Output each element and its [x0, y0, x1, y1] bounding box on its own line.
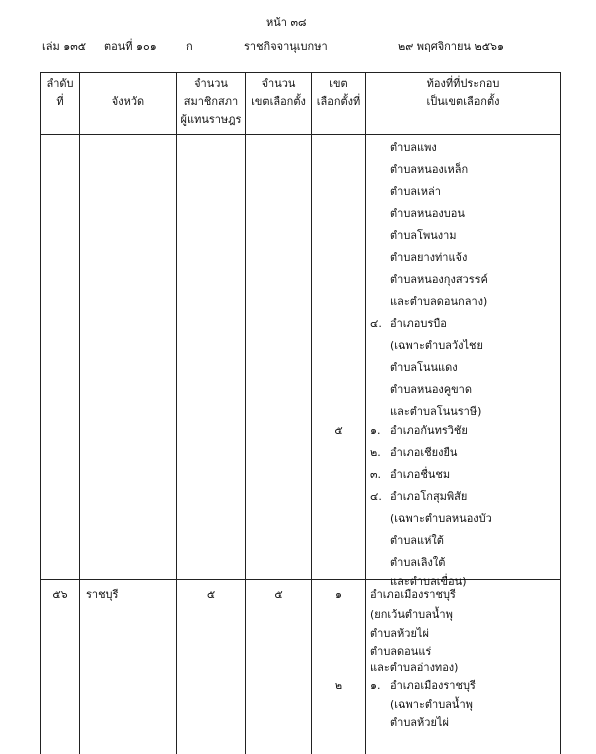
district-count: ๕: [274, 588, 283, 601]
area-line: และตำบลโนนราษี): [390, 405, 482, 418]
col-border: [560, 72, 561, 754]
header-text: จำนวน: [194, 77, 228, 90]
col-border: [365, 72, 366, 754]
header-text: จังหวัด: [111, 95, 145, 108]
col-border: [311, 72, 312, 754]
header-text: ลำดับ: [46, 77, 74, 90]
area-line: ตำบลแพง: [390, 141, 437, 154]
header-bottom-border: [40, 134, 561, 135]
area-number: ๑.: [370, 679, 381, 692]
area-line: ตำบลยางท่าแจ้ง: [390, 251, 468, 264]
section: ก: [186, 40, 193, 53]
row-divider: [40, 579, 561, 580]
volume: เล่ม ๑๓๕: [42, 40, 87, 53]
header-text: สมาชิกสภา: [183, 95, 239, 108]
col-border: [79, 72, 80, 754]
area-line: และตำบลดอนกลาง): [390, 295, 488, 308]
district-number: ๕: [334, 424, 343, 437]
area-line: ตำบลหนองบอน: [390, 207, 465, 220]
area-line: ตำบลหนองคูขาด: [390, 383, 472, 396]
area-line: ตำบลดอนแร่: [370, 645, 432, 658]
area-line: ตำบลโนนแดง: [390, 361, 458, 374]
area-line: และตำบลอ่างทอง): [370, 661, 459, 674]
area-line: และตำบลเขื่อน): [390, 575, 467, 588]
area-line: อำเภอบรบือ: [390, 317, 447, 330]
area-line: อำเภอกันทรวิชัย: [390, 424, 468, 437]
area-line: (เฉพาะตำบลน้ำพุ: [390, 698, 473, 711]
header-text: เลือกตั้งที่: [316, 95, 361, 108]
area-number: ๑.: [370, 424, 381, 437]
area-line: (ยกเว้นตำบลน้ำพุ: [370, 608, 453, 621]
col-border: [176, 72, 177, 754]
province-name: ราชบุรี: [86, 588, 119, 601]
header-text: ท้องที่ที่ประกอบ: [426, 77, 500, 90]
area-line: ตำบลห้วยไผ่: [390, 716, 449, 729]
header-text: ผู้แทนราษฎร: [180, 113, 242, 126]
member-count: ๕: [206, 588, 216, 601]
area-number: ๔.: [370, 317, 382, 330]
publication-name: ราชกิจจานุเบกษา: [244, 40, 328, 53]
area-line: (เฉพาะตำบลวังไชย: [390, 339, 483, 352]
area-number: ๔.: [370, 490, 382, 503]
area-line: ตำบลเลิงใต้: [390, 556, 446, 569]
area-line: ตำบลหนองเหล็ก: [390, 163, 469, 176]
col-border: [40, 72, 41, 754]
header-text: เป็นเขตเลือกตั้ง: [426, 95, 500, 108]
area-line: ตำบลเหล่า: [390, 185, 441, 198]
issue-number: ตอนที่ ๑๐๑: [104, 40, 157, 53]
header-text: เขตเลือกตั้ง: [251, 95, 306, 108]
area-line: ตำบลห้วยไผ่: [370, 627, 429, 640]
area-line: ตำบลแห่ใต้: [390, 534, 444, 547]
area-number: ๓.: [370, 468, 382, 481]
header-text: จำนวน: [261, 77, 296, 90]
table-top-border: [40, 72, 561, 73]
area-line: (เฉพาะตำบลหนองบัว: [390, 512, 492, 525]
header-text: ที่: [56, 95, 64, 108]
col-border: [245, 72, 246, 754]
area-line: อำเภอเมืองราชบุรี: [390, 679, 476, 692]
area-number: ๒.: [370, 446, 381, 459]
district-number: ๒: [334, 679, 343, 692]
district-number: ๑: [335, 588, 342, 601]
area-line: อำเภอเชียงยืน: [390, 446, 458, 459]
page-number: หน้า ๓๘: [266, 16, 307, 29]
area-line: อำเภอเมืองราชบุรี: [370, 588, 456, 601]
area-line: อำเภอโกสุมพิสัย: [390, 490, 468, 503]
area-line: อำเภอชื่นชม: [390, 468, 451, 481]
area-line: ตำบลหนองกุงสวรรค์: [390, 273, 488, 286]
area-line: ตำบลโพนงาม: [390, 229, 457, 242]
row-number: ๕๖: [52, 588, 68, 601]
publication-date: ๒๙ พฤศจิกายน ๒๕๖๑: [398, 40, 504, 53]
header-text: เขต: [329, 77, 348, 90]
